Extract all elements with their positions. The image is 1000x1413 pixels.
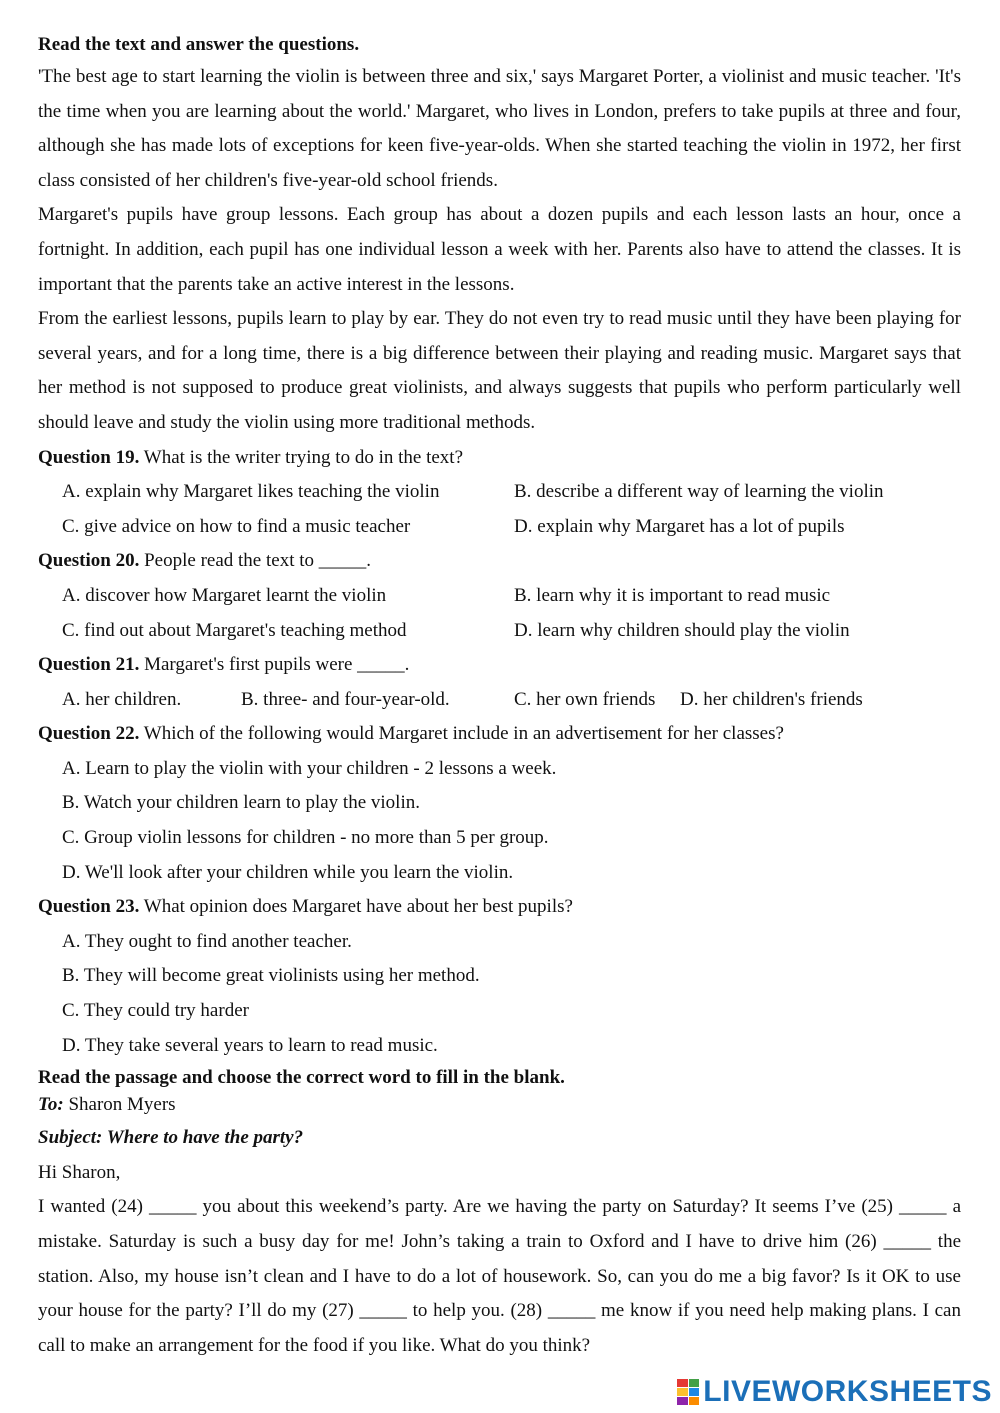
question-21-options-row bbox=[38, 683, 961, 718]
question-19-options-row-2 bbox=[38, 510, 961, 545]
passage-paragraph-1: 'The best age to start learning the violin is between three and six,' says Margaret Porter, a violinist and music teacher. 'It's the time when you are learning about the world.' Margaret, who lives in London, prefers to take pupils at three and four, although she has made lots of exceptions for keen five-year-olds. When she started teaching the violin in 1972, her first class consisted of her children's five-year-old school friends. bbox=[38, 66, 961, 191]
q23-option-d[interactable]: D. They take several years to learn to read music. bbox=[62, 1034, 438, 1056]
reading1-instruction: Read the text and answer the questions. bbox=[38, 34, 360, 55]
q23-option-a[interactable]: A. They ought to find another teacher. bbox=[62, 930, 352, 952]
passage-paragraph-2: Margaret's pupils have group lessons. Each group has about a dozen pupils and each lesson lasts an hour, once a fortnight. In addition, each pupil has one individual lesson a week with her. Parents also have to attend the classes. It is important that the parents take an active interest in the lessons. bbox=[38, 204, 961, 295]
q19-option-a[interactable]: A. explain why Margaret likes teaching the violin bbox=[62, 481, 440, 503]
question-20 bbox=[38, 544, 961, 579]
q23-option-c[interactable]: C. They could try harder bbox=[62, 1000, 249, 1022]
q19-option-d[interactable]: D. explain why Margaret has a lot of pupils bbox=[514, 515, 845, 537]
q20-option-c[interactable]: C. find out about Margaret's teaching method bbox=[62, 619, 407, 641]
q21-option-a[interactable]: A. her children. bbox=[62, 688, 182, 710]
question-21-text: Margaret's first pupils were _____. bbox=[144, 654, 410, 676]
liveworksheets-logo bbox=[677, 1375, 992, 1409]
logo-square bbox=[677, 1397, 688, 1405]
question-23-text: What opinion does Margaret have about her best pupils? bbox=[143, 896, 573, 918]
q20-option-d[interactable]: D. learn why children should play the violin bbox=[514, 619, 850, 641]
logo-text: LIVEWORKSHEETS bbox=[703, 1375, 992, 1408]
email-body: I wanted (24) _____ you about this weekend’s party. Are we having the party on Saturday? It seems I’ve (25) _____ a mistake. Saturday is such a busy day for me! John’s taking a train to Oxford and I have to drive him (26) _____ the station. Also, my house isn’t clean and I have to do a lot of housework. So, can you do me a big favor? Is it OK to use your house for the party? I’ll do my (27) _____ to help you. (28) _____ me know if you need help making plans. I can call to make an arrangement for the food if you like. What do you think? bbox=[38, 1196, 961, 1356]
email-to-value: Sharon Myers bbox=[68, 1094, 176, 1116]
logo-square bbox=[677, 1379, 688, 1387]
q19-option-c[interactable]: C. give advice on how to find a music teacher bbox=[62, 515, 411, 537]
email-subject: Subject: Where to have the party? bbox=[38, 1127, 304, 1149]
q22-option-b[interactable]: B. Watch your children learn to play the violin. bbox=[62, 792, 420, 814]
logo-mark-icon bbox=[677, 1379, 699, 1405]
q20-option-a[interactable]: A. discover how Margaret learnt the violin bbox=[62, 584, 387, 606]
q21-option-c[interactable]: C. her own friends bbox=[514, 688, 656, 710]
question-21-label: Question 21. bbox=[38, 654, 140, 676]
question-22-text: Which of the following would Margaret include in an advertisement for her classes? bbox=[143, 723, 784, 745]
passage-paragraph-3: From the earliest lessons, pupils learn to play by ear. They do not even try to read music until they have been playing for several years, and for a long time, there is a big difference between their playing and reading music. Margaret says that her method is not supposed to produce great violinists, and always suggests that pupils who perform particularly well should leave and study the violin using more traditional methods. bbox=[38, 308, 961, 433]
email-greeting: Hi Sharon, bbox=[38, 1161, 121, 1183]
q22-option-c[interactable]: C. Group violin lessons for children - no more than 5 per group. bbox=[62, 827, 549, 849]
reading2-instruction: Read the passage and choose the correct word to fill in the blank. bbox=[38, 1067, 565, 1089]
logo-square bbox=[689, 1397, 700, 1405]
logo-square bbox=[677, 1388, 688, 1396]
email-to-line bbox=[38, 1093, 961, 1121]
logo-square bbox=[689, 1388, 700, 1396]
question-21 bbox=[38, 648, 961, 683]
question-20-text: People read the text to _____. bbox=[144, 550, 371, 572]
question-19-text: What is the writer trying to do in the text? bbox=[143, 446, 464, 468]
question-23-label: Question 23. bbox=[38, 896, 140, 918]
question-19 bbox=[38, 441, 961, 476]
logo-square bbox=[689, 1379, 700, 1387]
question-20-label: Question 20. bbox=[38, 550, 140, 572]
question-20-options-row-1 bbox=[38, 579, 961, 614]
question-19-label: Question 19. bbox=[38, 446, 140, 468]
q22-option-a[interactable]: A. Learn to play the violin with your children - 2 lessons a week. bbox=[62, 757, 557, 779]
q21-option-b[interactable]: B. three- and four-year-old. bbox=[241, 688, 450, 710]
question-22-label: Question 22. bbox=[38, 723, 140, 745]
q23-option-b[interactable]: B. They will become great violinists using her method. bbox=[62, 965, 480, 987]
q21-option-d[interactable]: D. her children's friends bbox=[680, 688, 863, 710]
worksheet-page bbox=[38, 30, 961, 1363]
question-23 bbox=[38, 890, 961, 925]
q20-option-b[interactable]: B. learn why it is important to read music bbox=[514, 584, 831, 606]
question-20-options-row-2 bbox=[38, 614, 961, 649]
question-19-options-row-1 bbox=[38, 475, 961, 510]
q19-option-b[interactable]: B. describe a different way of learning the violin bbox=[514, 481, 884, 503]
email-to-label: To: bbox=[38, 1094, 64, 1116]
question-22 bbox=[38, 717, 961, 752]
q22-option-d[interactable]: D. We'll look after your children while you learn the violin. bbox=[62, 861, 514, 883]
